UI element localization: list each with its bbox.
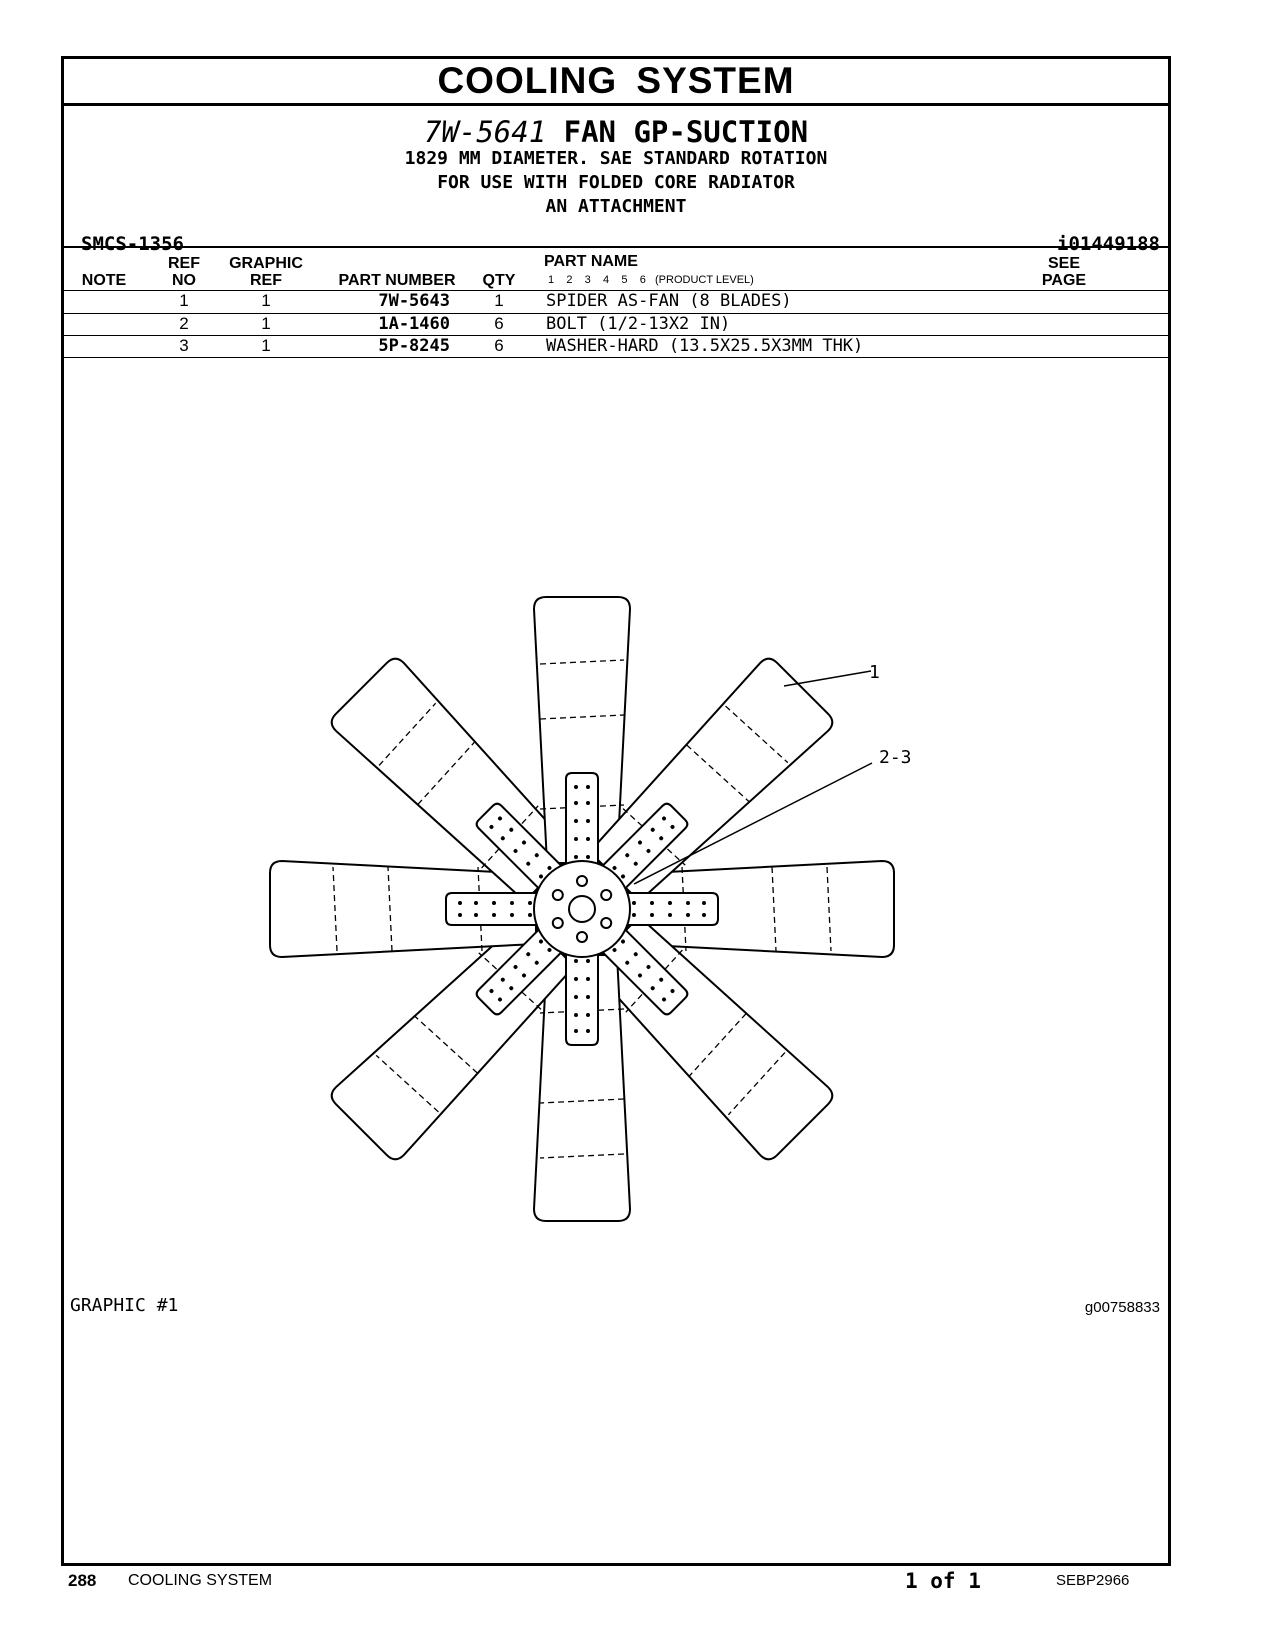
rivet-dot [702,913,706,917]
bolt-hole [577,932,587,942]
rivet-dot [474,913,478,917]
rivet-dot [458,913,462,917]
bolt-hole [601,918,611,928]
rivet-dot [574,855,578,859]
rivet-dot [686,913,690,917]
rivet-dot [492,913,496,917]
fan-hub [446,773,718,1045]
part-name-cell: SPIDER AS-FAN (8 BLADES) [546,291,792,311]
ref-no-cell: 1 [179,291,189,310]
rivet-dot [586,995,590,999]
rivet-dot [586,819,590,823]
bolt-hole [553,918,563,928]
rivet-dot [586,1013,590,1017]
header-part-name: PART NAME [544,253,638,270]
part-name-cell: BOLT (1/2-13X2 IN) [546,314,731,334]
rivet-dot [650,913,654,917]
graphic-ref-cell: 1 [261,314,271,333]
section-title: COOLING SYSTEM [64,59,1168,106]
rivet-dot [668,901,672,905]
graphic-ref-cell: 1 [261,336,271,355]
rivet-dot [586,977,590,981]
callout-2-3: 2-3 [879,747,912,768]
rivet-dot [702,901,706,905]
rivet-dot [574,801,578,805]
rivet-dot [510,913,514,917]
rivet-dot [574,959,578,963]
group-description-line: 1829 MM DIAMETER. SAE STANDARD ROTATION [404,148,828,169]
rivet-dot [510,901,514,905]
hub-center-hole [569,896,595,922]
ref-no-cell: 2 [179,314,189,333]
group-name: FAN GP-SUCTION [563,115,809,149]
group-part-number: 7W-5641 [423,115,547,149]
callout-1: 1 [869,662,880,683]
rivet-dot [574,995,578,999]
footer-sheet: 1 of 1 [905,1569,981,1593]
header-note: NOTE [81,272,127,289]
qty-cell: 6 [494,336,504,355]
rivet-dot [686,901,690,905]
rivet-dot [586,1029,590,1033]
info-id: i01449188 [1057,233,1160,255]
group-description-line: AN ATTACHMENT [545,196,687,217]
qty-cell: 1 [494,291,504,310]
rivet-dot [586,855,590,859]
header-qty: QTY [482,272,516,289]
rivet-dot [574,785,578,789]
rivet-dot [574,837,578,841]
header-graphic-ref-bottom: REF [250,272,282,289]
rivet-dot [574,977,578,981]
part-number-cell: 5P-8245 [378,336,450,356]
rivet-dot [474,901,478,905]
ref-no-cell: 3 [179,336,189,355]
rivet-dot [586,801,590,805]
smcs-code: SMCS-1356 [81,233,184,255]
rivet-dot [586,837,590,841]
fan-spider-graphic [270,597,894,1221]
header-ref-no-bottom: NO [172,272,196,289]
rivet-dot [632,901,636,905]
footer-section: COOLING SYSTEM [128,1572,273,1589]
header-see-page-top: SEE [1047,255,1080,272]
part-number-cell: 1A-1460 [378,314,450,334]
rivet-dot [650,901,654,905]
rivet-dot [574,819,578,823]
header-see-page-bottom: PAGE [1041,272,1087,289]
qty-cell: 6 [494,314,504,333]
bolt-hole [577,876,587,886]
rivet-dot [586,959,590,963]
page-frame [61,56,1171,1566]
header-ref-no-top: REF [168,255,200,272]
rivet-dot [668,913,672,917]
footer-page-number: 288 [68,1571,97,1590]
header-part-number: PART NUMBER [338,272,456,289]
part-name-cell: WASHER-HARD (13.5X25.5X3MM THK) [546,336,864,356]
header-graphic-ref-top: GRAPHIC [229,255,303,272]
bolt-hole [553,890,563,900]
fan-assembly-drawing [64,59,1168,1359]
group-description-line: FOR USE WITH FOLDED CORE RADIATOR [437,172,795,193]
rivet-dot [458,901,462,905]
graphic-ref-cell: 1 [261,291,271,310]
rivet-dot [574,1013,578,1017]
rivet-dot [528,901,532,905]
graphic-label: GRAPHIC #1 [70,1295,179,1316]
rivet-dot [492,901,496,905]
rivet-dot [586,785,590,789]
footer-doc-id: SEBP2966 [1056,1572,1130,1589]
rivet-dot [632,913,636,917]
rivet-dot [574,1029,578,1033]
graphic-id: g00758833 [1084,1299,1160,1316]
header-product-levels: 1 2 3 4 5 6 (PRODUCT LEVEL) [548,274,754,286]
rivet-dot [528,913,532,917]
bolt-hole [601,890,611,900]
callout-leader-1 [784,671,871,686]
part-number-cell: 7W-5643 [378,291,450,311]
